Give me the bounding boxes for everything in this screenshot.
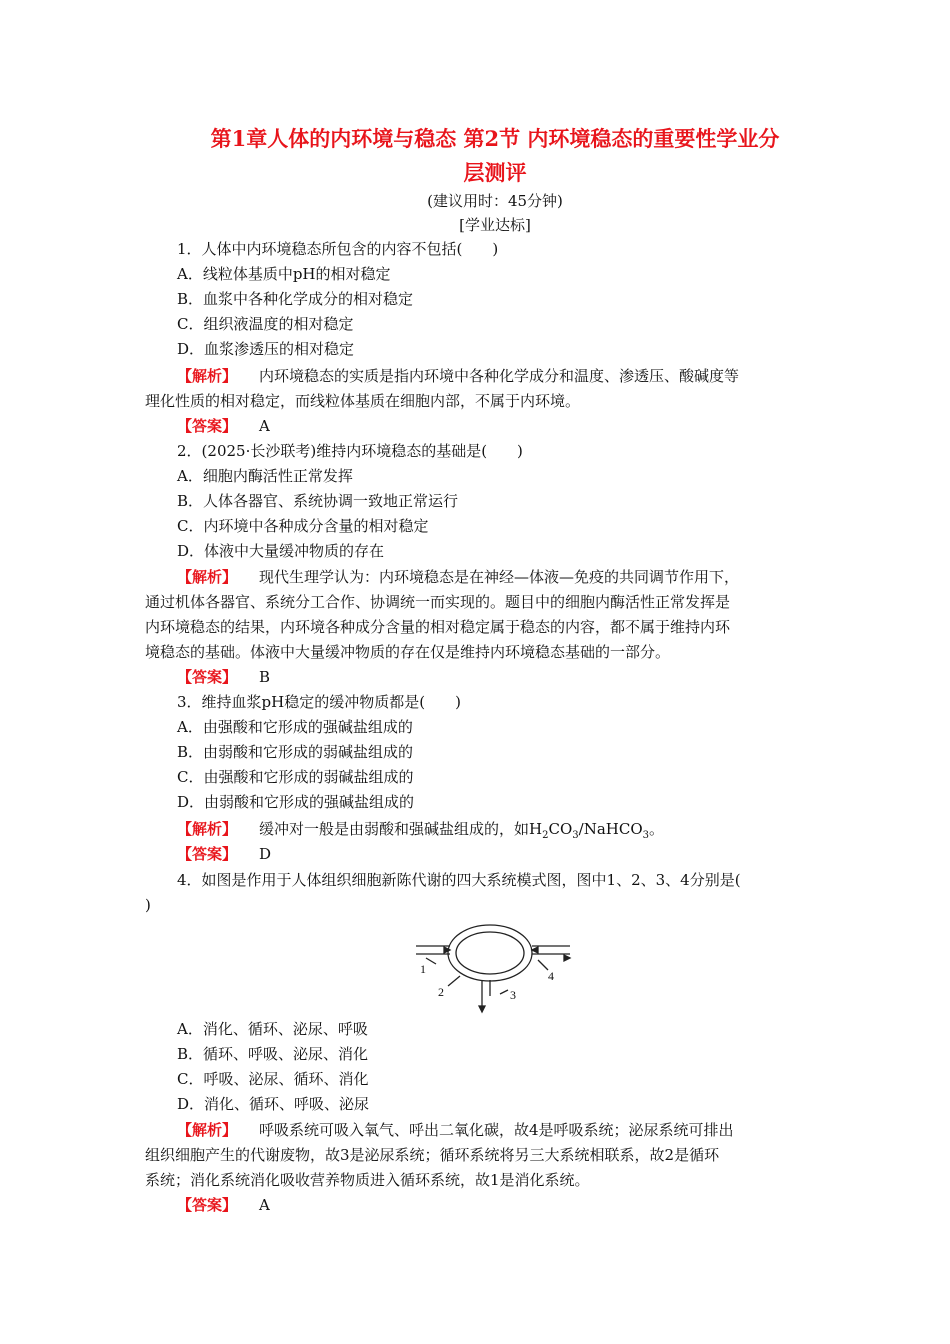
four-systems-diagram [408,916,578,1014]
analysis-label: 【解析】 [177,367,238,385]
analysis-label: 【解析】 [177,820,238,838]
q4-option-a: A．消化、循环、泌尿、呼吸 [177,1020,368,1038]
answer-label: 【答案】 [177,845,238,863]
q4-option-d: D．消化、循环、呼吸、泌尿 [177,1095,370,1113]
q2-option-b: B．人体各器官、系统协调一致地正常运行 [177,492,459,510]
diagram-inner-ring [456,932,524,974]
q3-analysis: 【解析】 缓冲对一般是由弱酸和强碱盐组成的，如$H_2CO_3/NaHCO_3$。 [177,820,665,841]
page-title-line-1: 第1章人体的内环境与稳态 第2节 内环境稳态的重要性学业分 [210,126,780,151]
q1-answer: 【答案】 A [177,417,270,435]
q2-answer: 【答案】 B [177,668,271,686]
arrow-3-head [479,1006,485,1012]
diagram-label-4: 4 [548,969,554,983]
analysis-label: 【解析】 [177,568,238,586]
q1-option-b: B．血浆中各种化学成分的相对稳定 [177,290,414,308]
time-note: (建议用时：45分钟) [427,192,563,210]
arrow-4-in-head [532,947,538,953]
label-3-leader [500,990,508,994]
q1-option-d: D．血浆渗透压的相对稳定 [177,340,355,358]
analysis-label: 【解析】 [177,1121,238,1139]
label-4-leader [538,960,548,970]
section-heading: [学业达标] [459,216,531,234]
q4-stem: 4．如图是作用于人体组织细胞新陈代谢的四大系统模式图，图中1、2、3、4分别是( ) [145,871,741,914]
q3-answer: 【答案】 D [177,845,272,863]
q1-stem: 1．人体中内环境稳态所包含的内容不包括( ) [177,240,499,258]
q3-option-a: A．由强酸和它形成的强碱盐组成的 [177,718,413,736]
q3-option-c: C．由强酸和它形成的弱碱盐组成的 [177,768,414,786]
q4-option-c: C．呼吸、泌尿、循环、消化 [177,1070,369,1088]
q2-option-c: C．内环境中各种成分含量的相对稳定 [177,517,429,535]
page-title-line-2: 层测评 [463,160,527,185]
q4-analysis: 【解析】 呼吸系统可吸入氧气、呼出二氧化碳，故4是呼吸系统；泌尿系统可排出 组织细胞产生的代谢废物，故3是泌尿系统；循环系统将另三大系统相联系，故2是循环 系统；消化系统消化吸收营养物质进入循环系统，故1是消化系统。 [145,1121,734,1189]
q4-option-b: B．循环、呼吸、泌尿、消化 [177,1045,369,1063]
q1-option-c: C．组织液温度的相对稳定 [177,315,354,333]
q2-analysis: 【解析】 现代生理学认为：内环境稳态是在神经—体液—免疫的共同调节作用下， 通过机体各器官、系统分工合作、协调统一而实现的。题目中的细胞内酶活性正常发挥是 内环境稳态的结果，内环境各种成分含量的相对稳定属于稳态的内容，都不属于维持内环 境稳态的基础。体液中大量缓冲物质的存在仅是维持内环境稳态基础的一部分。 [145,568,740,661]
q3-option-b: B．由弱酸和它形成的弱碱盐组成的 [177,743,414,761]
q3-stem: 3．维持血浆pH稳定的缓冲物质都是( ) [177,693,461,711]
diagram-label-1: 1 [420,962,426,976]
q1-analysis: 【解析】 内环境稳态的实质是指内环境中各种化学成分和温度、渗透压、酸碱度等 理化性质的相对稳定，而线粒体基质在细胞内部，不属于内环境。 [145,367,740,410]
q3-option-d: D．由弱酸和它形成的强碱盐组成的 [177,793,415,811]
label-2-leader [448,976,460,986]
diagram-outer-ring [448,925,532,981]
q1-option-a: A．线粒体基质中pH的相对稳定 [177,265,391,283]
answer-label: 【答案】 [177,417,238,435]
diagram-label-3: 3 [510,988,516,1002]
answer-label: 【答案】 [177,1196,238,1214]
answer-label: 【答案】 [177,668,238,686]
q4-answer: 【答案】 A [177,1196,270,1214]
diagram-label-2: 2 [438,985,444,999]
q2-stem: 2．(2025·长沙联考)维持内环境稳态的基础是( ) [177,442,523,460]
label-1-leader [426,958,436,964]
q2-option-d: D．体液中大量缓冲物质的存在 [177,542,385,560]
arrow-4-out-head [564,955,570,961]
q2-option-a: A．细胞内酶活性正常发挥 [177,467,353,485]
